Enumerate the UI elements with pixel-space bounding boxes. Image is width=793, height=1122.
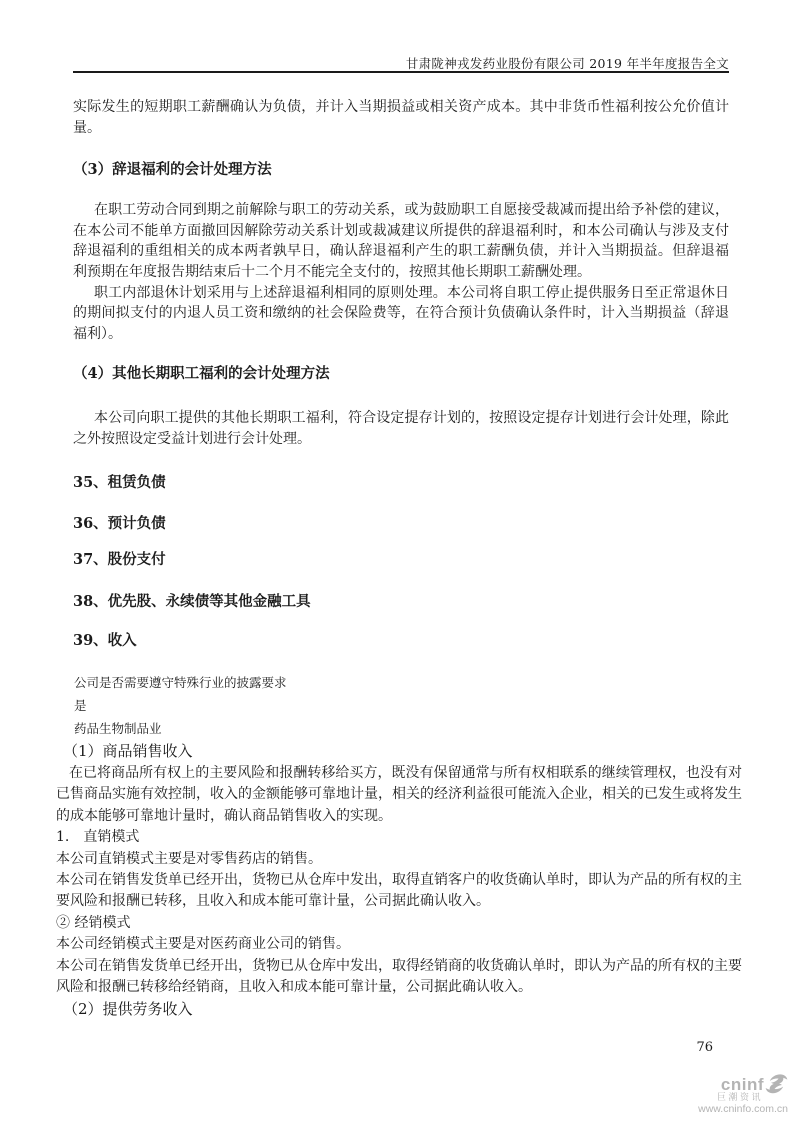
heading-39-revenue: 39、收入 [73, 631, 137, 649]
distribution-mode-intro: 本公司经销模式主要是对医药商业公司的销售。 [56, 936, 350, 953]
section-3-paragraph-2: 职工内部退休计划采用与上述辞退福利相同的原则处理。本公司将自职工停止提供服务日至正常退休日的期间拟支付的内退人员工资和缴纳的社会保险费等，在符合预计负债确认条件时，计入当期损益（辞退福利）。 [73, 284, 729, 342]
disclosure-answer: 是 [74, 698, 87, 713]
page-number: 76 [696, 1040, 713, 1055]
goods-sales-revenue-paragraph: 在已将商品所有权上的主要风险和报酬转移给买方，既没有保留通常与所有权相联系的继续管理权，也没有对已售商品实施有效控制，收入的金额能够可靠地计量，相关的经济利益很可能流入企业，相关的已发生或将发生的成本能够可靠地计量时，确认商品销售收入的实现。 [56, 765, 742, 824]
section-4-heading: （4）其他长期职工福利的会计处理方法 [73, 365, 330, 383]
section-3-heading: （3）辞退福利的会计处理方法 [73, 161, 272, 179]
section-4-paragraph-1: 本公司向职工提供的其他长期职工福利，符合设定提存计划的，按照设定提存计划进行会计处理，除此之外按照设定受益计划进行会计处理。 [73, 410, 729, 447]
cninfo-swirl-icon [765, 1074, 788, 1094]
direct-sales-mode-paragraph: 本公司在销售发货单已经开出，货物已从仓库中发出，取得直销客户的收货确认单时，即认为产品的所有权的主要风险和报酬已转移，且收入和成本能可靠计量，公司据此确认收入。 [56, 872, 742, 910]
service-revenue-heading: （2）提供劳务收入 [63, 1000, 193, 1019]
heading-36-estimated-liabilities: 36、预计负债 [73, 514, 166, 532]
heading-35-lease-liabilities: 35、租赁负债 [73, 473, 166, 491]
content-bottom-section [56, 671, 742, 1021]
goods-sales-revenue-heading: （1）商品销售收入 [63, 742, 193, 760]
direct-sales-mode-heading: 1. 直销模式 [56, 829, 140, 846]
content-top-section [73, 97, 729, 651]
page-header-title: 甘肃陇神戎发药业股份有限公司 2019 年半年度报告全文 [405, 56, 729, 71]
carryover-paragraph: 实际发生的短期职工薪酬确认为负债，并计入当期损益或相关资产成本。其中非货币性福利按公允价值计量。 [73, 99, 729, 136]
cninfo-logo-url: www.cninfo.com.cn [698, 1102, 788, 1115]
header-rule [73, 71, 729, 73]
cninfo-logo-row [698, 1074, 788, 1094]
heading-37-share-payment: 37、股份支付 [73, 550, 166, 568]
distribution-mode-heading: ② 经销模式 [56, 914, 131, 931]
disclosure-question: 公司是否需要遵守特殊行业的披露要求 [74, 675, 287, 690]
heading-38-other-financial-instruments: 38、优先股、永续债等其他金融工具 [73, 592, 311, 610]
section-3-paragraph-1: 在职工劳动合同到期之前解除与职工的劳动关系，或为鼓励职工自愿接受裁减而提出给予补偿的建议，在本公司不能单方面撤回因解除劳动关系计划或裁减建议所提供的辞退福利时，和本公司确认与涉及支付辞退福利的重组相关的成本两者孰早日，确认辞退福利产生的职工薪酬负债，并计入当期损益。但辞退福利预期在年度报告期结束后十二个月不能完全支付的，按照其他长期职工薪酬处理。 [73, 202, 729, 280]
industry-label: 药品生物制品业 [74, 721, 162, 736]
direct-sales-mode-intro: 本公司直销模式主要是对零售药店的销售。 [56, 850, 322, 867]
cninfo-logo-chinese-name: 巨潮资讯 [716, 1092, 763, 1102]
distribution-mode-paragraph: 本公司在销售发货单已经开出，货物已从仓库中发出，取得经销商的收货确认单时，即认为产品的所有权的主要风险和报酬已转移给经销商，且收入和成本能可靠计量，公司据此确认收入。 [56, 957, 742, 996]
cninfo-logo [698, 1074, 788, 1115]
cninfo-logo-text: cninf [720, 1074, 764, 1094]
